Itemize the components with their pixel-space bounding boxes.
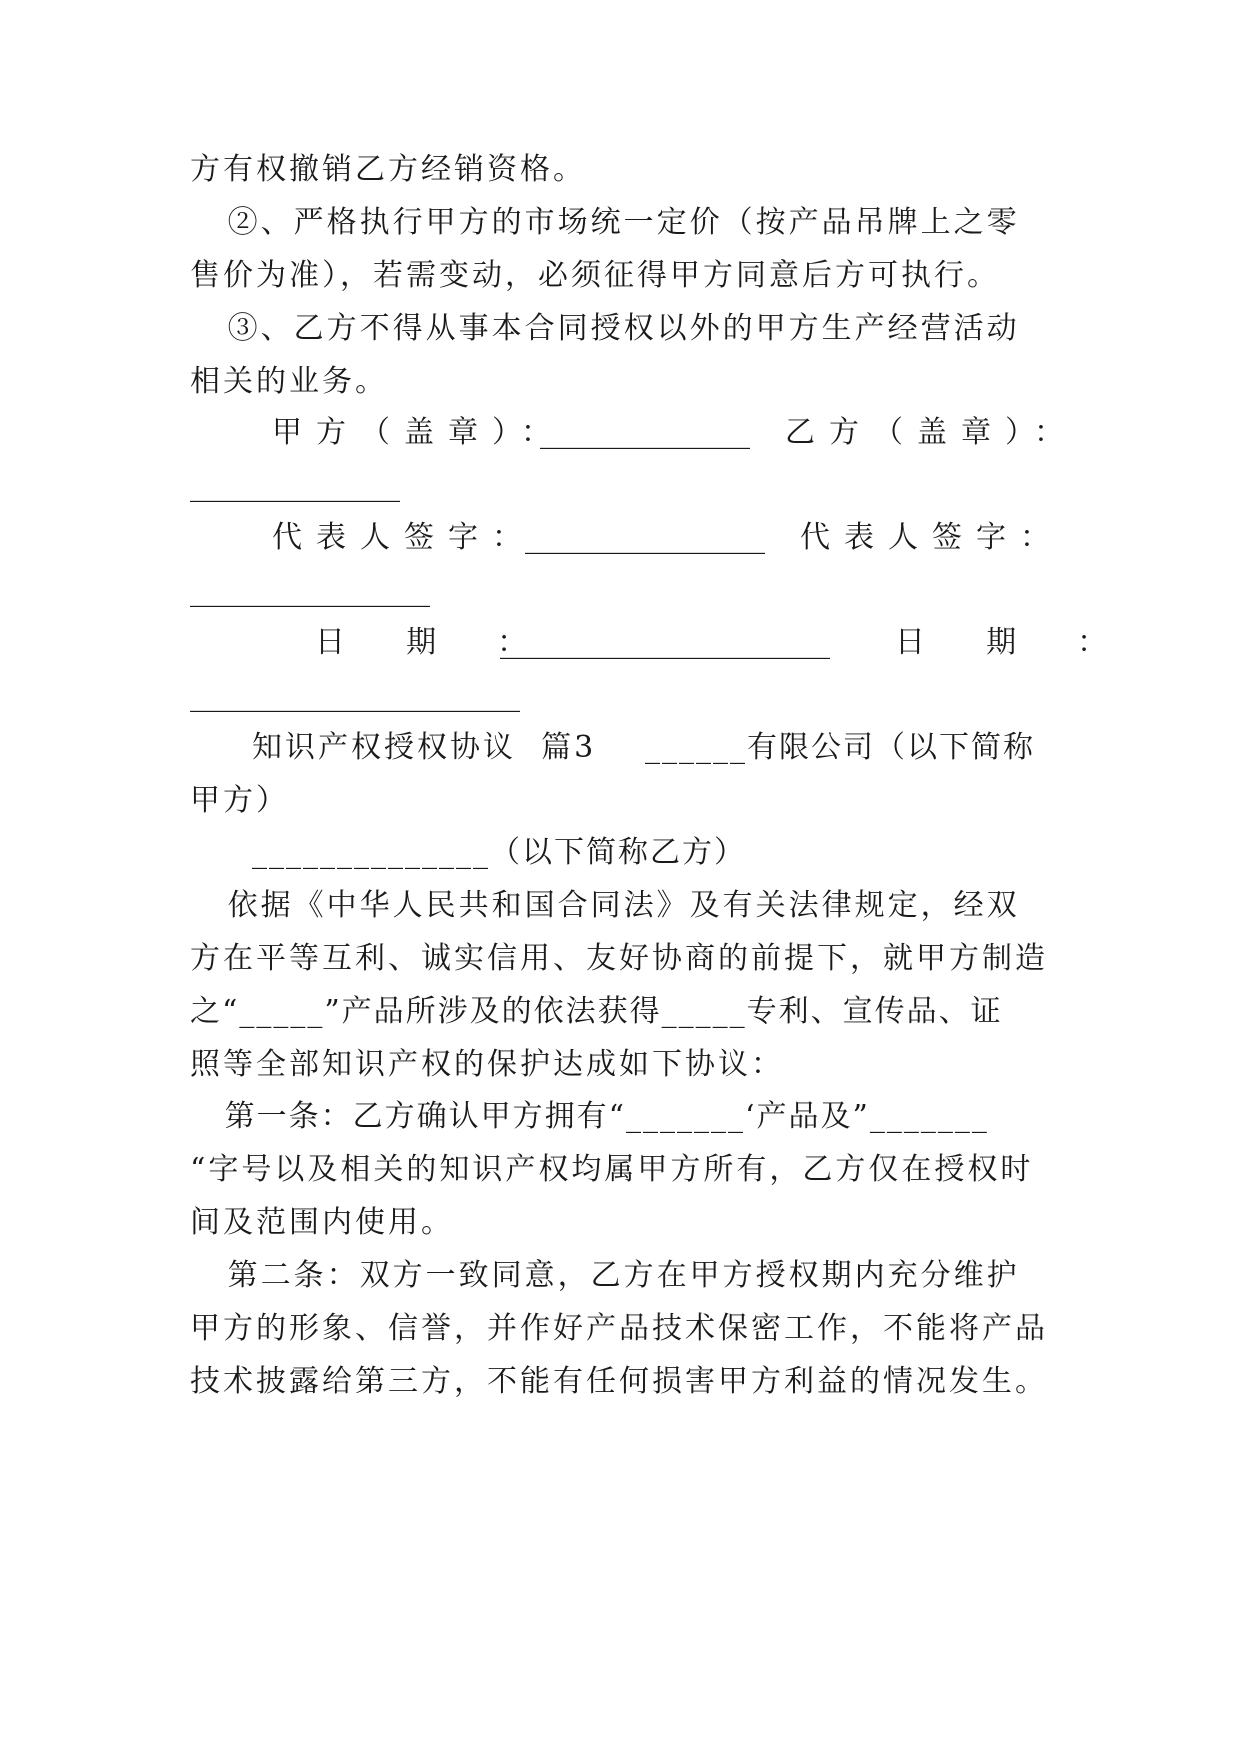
rep-b-label: 代表人签字： — [800, 520, 1064, 555]
text-line: 相关的业务。 — [190, 364, 388, 399]
text-line: 甲方的形象、信誉，并作好产品技术保密工作，不能将产品 — [190, 1311, 1048, 1346]
section-heading: 知识产权授权协议 篇3 — [252, 730, 597, 765]
date-a-blank: ______________________ — [500, 625, 830, 660]
date-b-label: 日 期 ： — [895, 625, 1122, 660]
date-b-blank: ______________________ — [190, 678, 520, 713]
text-line: 第二条：双方一致同意，乙方在甲方授权期内充分维护 — [190, 1258, 1020, 1293]
text-line: ②、严格执行甲方的市场统一定价（按产品吊牌上之零 — [190, 205, 1020, 240]
party-b-seal-blank: ______________ — [190, 468, 400, 503]
party-b-seal-label: 乙方（盖章）： — [785, 415, 1078, 450]
text-line: “字号以及相关的知识产权均属甲方所有，乙方仅在授权时 — [190, 1152, 1034, 1187]
party-a-seal-blank: ______________ — [540, 415, 750, 450]
text-line: 第一条：乙方确认甲方拥有“_______‘产品及”_______ — [190, 1099, 989, 1134]
text-line: 技术披露给第三方，不能有任何损害甲方利益的情况发生。 — [190, 1364, 1048, 1399]
company-b-line: ______________（以下简称乙方） — [252, 835, 746, 870]
text-line: 甲方） — [190, 783, 289, 818]
text-line: 售价为准），若需变动，必须征得甲方同意后方可执行。 — [190, 258, 1000, 293]
rep-b-blank: ________________ — [190, 573, 430, 608]
party-a-seal-label: 甲方（盖章）： — [272, 415, 565, 450]
rep-a-label: 代表人签字： — [272, 520, 536, 555]
text-line: 方有权撤销乙方经销资格。 — [190, 152, 586, 187]
company-a-line: ______有限公司（以下简称 — [645, 730, 1035, 765]
date-a-label: 日 期 ： — [315, 625, 542, 660]
text-line: 间及范围内使用。 — [190, 1205, 454, 1240]
document-page — [190, 0, 1122, 1754]
text-line: 方在平等互利、诚实信用、友好协商的前提下，就甲方制造 — [190, 941, 1048, 976]
rep-a-blank: ________________ — [525, 520, 765, 555]
text-line: 依据《中华人民共和国合同法》及有关法律规定，经双 — [190, 888, 1020, 923]
text-line: 照等全部知识产权的保护达成如下协议： — [190, 1047, 784, 1082]
date-row — [190, 623, 1122, 823]
text-line: 之“_____”产品所涉及的依法获得_____专利、宣传品、证 — [190, 994, 1003, 1029]
text-line: ③、乙方不得从事本合同授权以外的甲方生产经营活动 — [190, 311, 1020, 346]
